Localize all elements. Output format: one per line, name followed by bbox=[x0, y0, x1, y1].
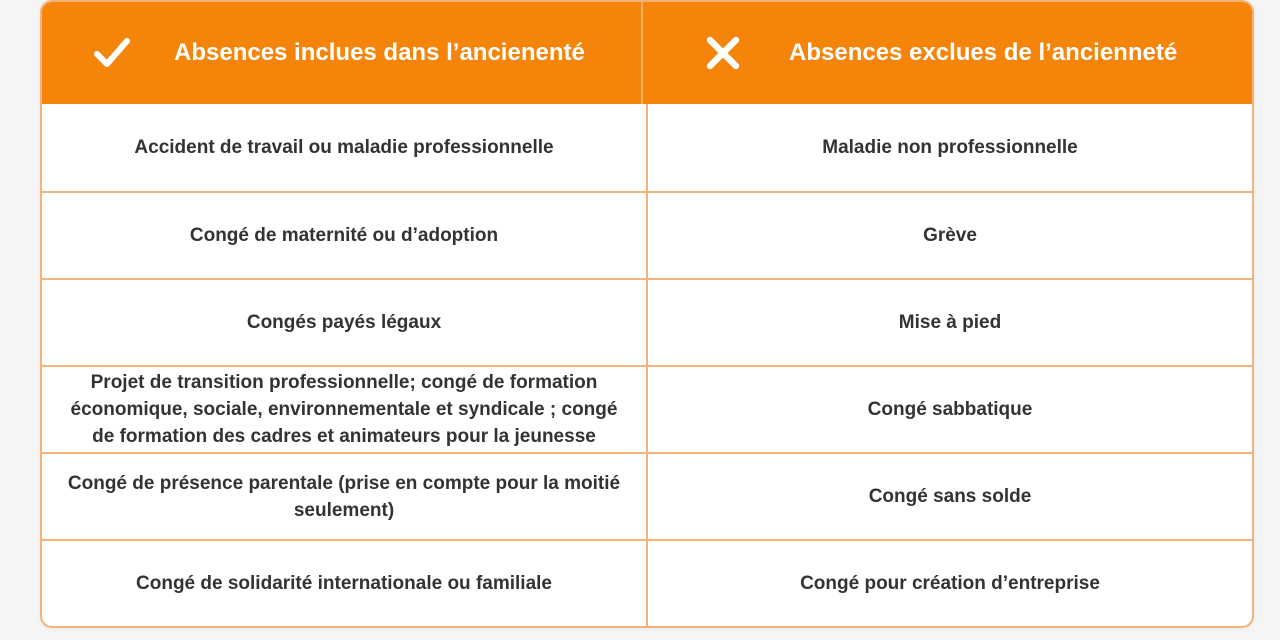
cell-included: Projet de transition professionnelle; congé de formation économique, sociale, environnementale et syndicale ; congé de formation des cadres et animateurs pour la jeunesse bbox=[42, 367, 648, 452]
cell-excluded: Mise à pied bbox=[898, 312, 1002, 333]
cell-excluded: Congé pour création d’entreprise bbox=[800, 573, 1100, 594]
table-row bbox=[42, 104, 1252, 191]
header-excluded-title: Absences exclues de l’ancienneté bbox=[789, 39, 1178, 66]
cell-excluded: Congé sans solde bbox=[868, 486, 1032, 507]
table-header bbox=[42, 2, 1252, 104]
check-icon bbox=[90, 31, 134, 75]
table-body bbox=[42, 104, 1252, 626]
table-row bbox=[42, 278, 1252, 365]
cell-excluded: Grève bbox=[923, 225, 977, 246]
cell-included: Congé de présence parentale (prise en compte pour la moitié seulement) bbox=[42, 454, 648, 539]
header-included-title: Absences inclues dans l’ancienenté bbox=[174, 39, 585, 66]
table-row bbox=[42, 452, 1252, 539]
header-included bbox=[42, 2, 643, 104]
cell-included: Congés payés légaux bbox=[42, 280, 648, 365]
table-row bbox=[42, 191, 1252, 278]
absences-table bbox=[40, 0, 1254, 628]
cell-excluded: Maladie non professionnelle bbox=[822, 137, 1078, 158]
cell-included: Congé de maternité ou d’adoption bbox=[42, 193, 648, 278]
cell-included: Congé de solidarité internationale ou familiale bbox=[42, 541, 648, 626]
cell-included: Accident de travail ou maladie professionnelle bbox=[42, 104, 648, 191]
table-row bbox=[42, 539, 1252, 626]
cross-icon bbox=[701, 31, 745, 75]
cell-excluded: Congé sabbatique bbox=[867, 399, 1033, 420]
header-excluded bbox=[643, 2, 1252, 104]
table-row bbox=[42, 365, 1252, 452]
